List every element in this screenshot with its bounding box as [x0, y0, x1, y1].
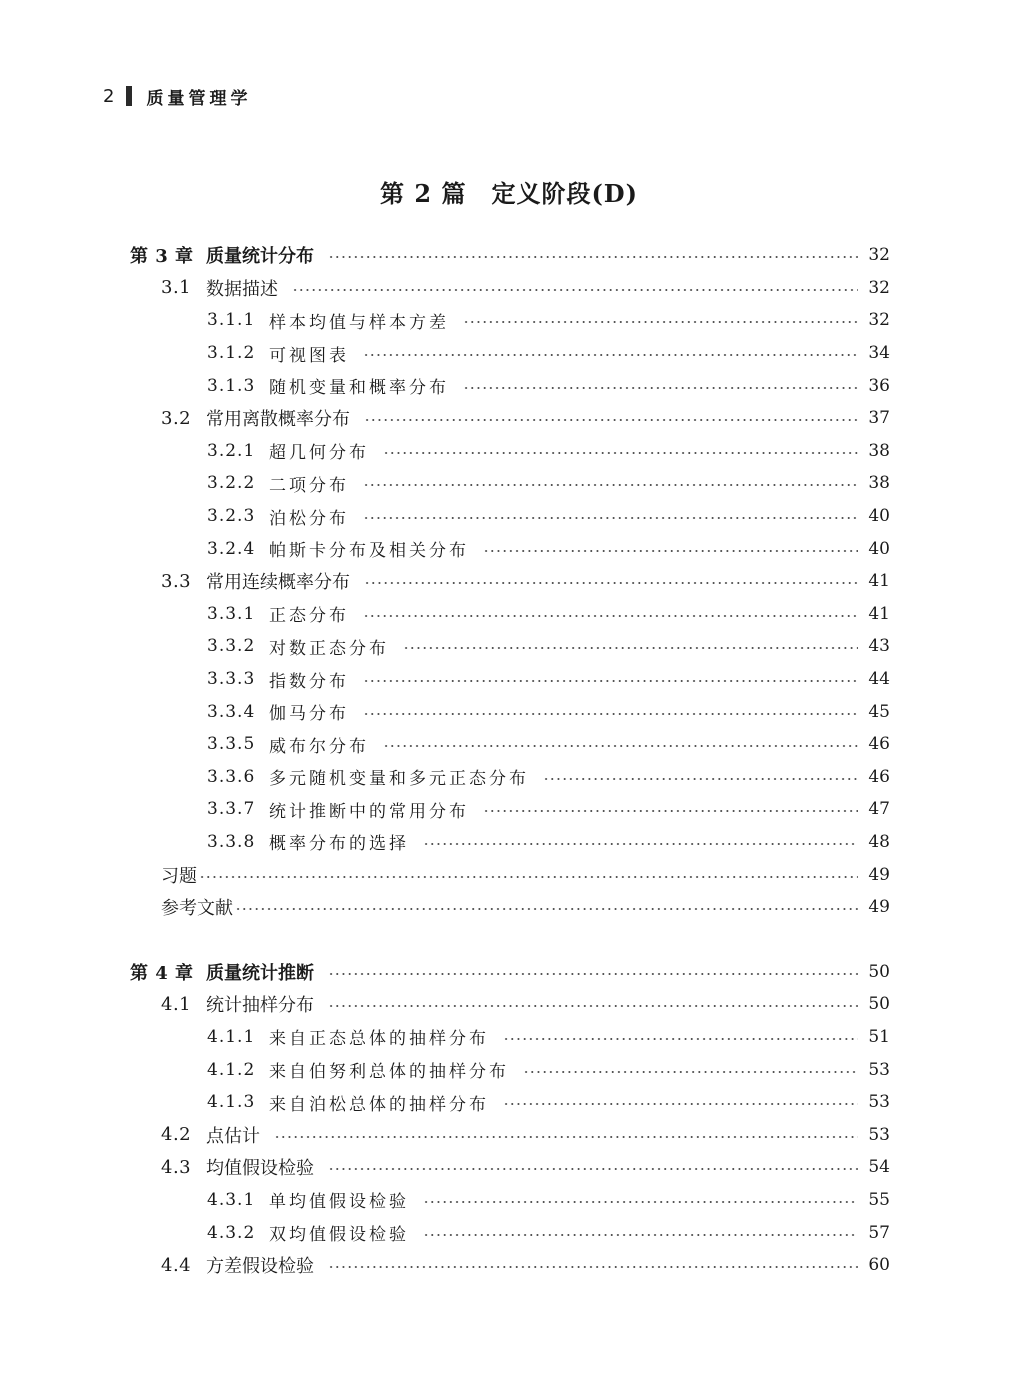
toc-entry-title: 帕斯卡分布及相关分布: [269, 541, 469, 562]
toc-entry-page-number: 41: [868, 571, 890, 592]
toc-entry-page-number: 38: [868, 440, 890, 461]
toc-entry-number: 4.3.2: [207, 1222, 256, 1243]
toc-entry-section[interactable]: [130, 1249, 890, 1282]
toc-entry-page-number: 46: [868, 734, 890, 755]
toc-entry-title: 多元随机变量和多元正态分布: [269, 769, 529, 790]
dot-leader: [363, 680, 858, 682]
toc-entry-section[interactable]: [130, 988, 890, 1021]
header-bar-divider: [126, 86, 132, 106]
toc-entry-title: 习题: [161, 865, 197, 887]
toc-entry-page-number: 37: [868, 408, 890, 429]
dot-leader: [363, 615, 858, 617]
dot-leader: [543, 778, 858, 780]
toc-entry-misc[interactable]: [130, 891, 890, 924]
toc-entry-page-number: 44: [868, 669, 890, 690]
toc-entry-subsection[interactable]: [130, 500, 890, 533]
toc-entry-number: 4.1.1: [207, 1026, 256, 1047]
toc-entry-section[interactable]: [130, 1151, 890, 1184]
toc-entry-page-number: 57: [868, 1222, 890, 1243]
dot-leader: [463, 387, 858, 389]
toc-entry-title: 二项分布: [269, 475, 349, 496]
dot-leader: [328, 256, 858, 258]
dot-leader: [364, 419, 858, 421]
toc-entry-title: 指数分布: [269, 671, 349, 692]
dot-leader: [483, 810, 858, 812]
toc-entry-subsection[interactable]: [130, 337, 890, 370]
toc-entry-page-number: 49: [868, 897, 890, 918]
toc-entry-number: 4.3: [161, 1156, 192, 1178]
toc-entry-number: 3.1: [161, 277, 192, 299]
dot-leader: [363, 354, 858, 356]
toc-entry-subsection[interactable]: [130, 1216, 890, 1249]
toc-entry-number: 3.3.6: [207, 766, 256, 787]
toc-entry-number: 3.3.2: [207, 636, 256, 657]
toc-entry-title: 方差假设检验: [206, 1256, 314, 1278]
toc-entry-number: 4.2: [161, 1124, 192, 1146]
toc-entry-title: 统计抽样分布: [206, 995, 314, 1017]
toc-entry-title: 样本均值与样本方差: [269, 312, 449, 333]
dot-leader: [503, 1103, 858, 1105]
dot-leader: [328, 1168, 858, 1170]
toc-entry-number: 4.3.1: [207, 1189, 256, 1210]
toc-entry-number: 3.2: [161, 407, 192, 429]
toc-entry-page-number: 34: [868, 343, 890, 364]
toc-entry-page-number: 60: [868, 1255, 890, 1276]
toc-entry-section[interactable]: [130, 1118, 890, 1151]
book-title: 质量管理学: [146, 88, 252, 109]
toc-entry-number: 第 3 章: [130, 246, 194, 268]
toc-entry-subsection[interactable]: [130, 467, 890, 500]
toc-entry-page-number: 54: [868, 1157, 890, 1178]
dot-leader: [403, 647, 858, 649]
toc-entry-page-number: 32: [868, 277, 890, 298]
toc-entry-section[interactable]: [130, 565, 890, 598]
toc-entry-title: 威布尔分布: [269, 736, 369, 757]
toc-entry-page-number: 47: [868, 799, 890, 820]
toc-entry-page-number: 49: [868, 864, 890, 885]
toc-entry-title: 来自正态总体的抽样分布: [269, 1029, 489, 1050]
toc-entry-number: 3.3.3: [207, 669, 256, 690]
dot-leader: [363, 517, 858, 519]
page-number: 2: [103, 85, 115, 107]
toc-entry-page-number: 50: [868, 994, 890, 1015]
toc-entry-page-number: 38: [868, 473, 890, 494]
toc-entry-title: 常用连续概率分布: [206, 572, 350, 594]
toc-entry-title: 质量统计推断: [206, 962, 314, 984]
toc-entry-number: 4.1.2: [207, 1059, 256, 1080]
dot-leader: [328, 973, 858, 975]
toc-entry-title: 参考文献: [161, 898, 233, 920]
toc-entry-title: 超几何分布: [269, 443, 369, 464]
toc-entry-title: 常用离散概率分布: [206, 409, 350, 431]
toc-entry-page-number: 45: [868, 701, 890, 722]
toc-entry-title: 正态分布: [269, 606, 349, 627]
toc-entry-title: 双均值假设检验: [269, 1225, 409, 1246]
toc-entry-number: 3.1.2: [207, 343, 256, 364]
toc-entry-misc[interactable]: [130, 858, 890, 891]
toc-entry-page-number: 55: [868, 1189, 890, 1210]
dot-leader: [363, 484, 858, 486]
dot-leader: [383, 745, 858, 747]
toc-entry-subsection[interactable]: [130, 630, 890, 663]
toc-entry-title: 数据描述: [206, 278, 278, 300]
toc-entry-page-number: 53: [868, 1124, 890, 1145]
toc-entry-number: 4.4: [161, 1254, 192, 1276]
toc-entry-subsection[interactable]: [130, 761, 890, 794]
dot-leader: [483, 550, 858, 552]
dot-leader: [463, 321, 858, 323]
toc-entry-number: 4.1.3: [207, 1092, 256, 1113]
toc-entry-number: 3.2.3: [207, 506, 256, 527]
dot-leader: [328, 1266, 858, 1268]
toc-entry-title: 均值假设检验: [206, 1158, 314, 1180]
toc-entry-title: 单均值假设检验: [269, 1192, 409, 1213]
dot-leader: [423, 843, 858, 845]
dot-leader: [328, 1005, 858, 1007]
dot-leader: [199, 876, 858, 878]
toc-entry-title: 可视图表: [269, 345, 349, 366]
toc-entry-subsection[interactable]: [130, 598, 890, 631]
toc-entry-number: 3.2.4: [207, 538, 256, 559]
toc-entry-subsection[interactable]: [130, 369, 890, 402]
toc-entry-page-number: 43: [868, 636, 890, 657]
dot-leader: [363, 713, 858, 715]
toc-entry-number: 第 4 章: [130, 962, 194, 984]
toc-entry-title: 伽马分布: [269, 704, 349, 725]
toc-entry-number: 3.3: [161, 570, 192, 592]
toc-entry-title: 统计推断中的常用分布: [269, 801, 469, 822]
dot-leader: [292, 289, 858, 291]
toc-entry-number: 3.3.1: [207, 603, 256, 624]
toc-entry-page-number: 40: [868, 538, 890, 559]
toc-entry-subsection[interactable]: [130, 663, 890, 696]
toc-entry-chapter[interactable]: [130, 955, 890, 988]
dot-leader: [235, 908, 858, 910]
toc-entry-subsection[interactable]: [130, 1053, 890, 1086]
toc-entry-page-number: 40: [868, 506, 890, 527]
toc-entry-page-number: 50: [868, 961, 890, 982]
toc-entry-subsection[interactable]: [130, 826, 890, 859]
toc-entry-subsection[interactable]: [130, 793, 890, 826]
toc-entry-number: 3.1.1: [207, 310, 256, 331]
toc-entry-number: 4.1: [161, 993, 192, 1015]
dot-leader: [423, 1201, 858, 1203]
toc-entry-subsection[interactable]: [130, 695, 890, 728]
toc-entry-subsection[interactable]: [130, 1184, 890, 1217]
toc-entry-section[interactable]: [130, 272, 890, 305]
toc-entry-number: 3.3.7: [207, 799, 256, 820]
dot-leader: [274, 1136, 858, 1138]
toc-entry-number: 3.3.5: [207, 734, 256, 755]
toc-entry-title: 点估计: [206, 1125, 260, 1147]
toc-entry-number: 3.1.3: [207, 375, 256, 396]
toc-entry-title: 来自泊松总体的抽样分布: [269, 1094, 489, 1115]
toc-entry-subsection[interactable]: [130, 1086, 890, 1119]
toc-entry-title: 随机变量和概率分布: [269, 378, 449, 399]
toc-entry-number: 3.3.8: [207, 831, 256, 852]
toc-entry-page-number: 46: [868, 766, 890, 787]
toc-entry-page-number: 36: [868, 375, 890, 396]
toc-entry-page-number: 51: [868, 1026, 890, 1047]
toc-entry-page-number: 41: [868, 603, 890, 624]
dot-leader: [523, 1071, 858, 1073]
toc-entry-subsection[interactable]: [130, 435, 890, 468]
toc-entry-title: 对数正态分布: [269, 638, 389, 659]
toc-entry-number: 3.2.1: [207, 440, 256, 461]
toc-entry-subsection[interactable]: [130, 532, 890, 565]
toc-entry-page-number: 32: [868, 310, 890, 331]
table-of-contents: [130, 239, 890, 1281]
toc-entry-page-number: 53: [868, 1059, 890, 1080]
dot-leader: [383, 452, 858, 454]
toc-entry-subsection[interactable]: [130, 1021, 890, 1054]
toc-entry-title: 来自伯努利总体的抽样分布: [269, 1062, 509, 1083]
running-header: [103, 84, 251, 108]
toc-entry-subsection[interactable]: [130, 304, 890, 337]
toc-entry-page-number: 48: [868, 831, 890, 852]
toc-entry-title: 质量统计分布: [206, 246, 314, 268]
dot-leader: [364, 582, 858, 584]
toc-entry-subsection[interactable]: [130, 728, 890, 761]
toc-entry-title: 概率分布的选择: [269, 834, 409, 855]
dot-leader: [423, 1234, 858, 1236]
toc-entry-section[interactable]: [130, 402, 890, 435]
toc-entry-chapter[interactable]: [130, 239, 890, 272]
dot-leader: [503, 1038, 858, 1040]
part-title: 第 2 篇 定义阶段(D): [380, 179, 638, 208]
toc-entry-number: 3.3.4: [207, 701, 256, 722]
toc-entry-number: 3.2.2: [207, 473, 256, 494]
toc-entry-page-number: 32: [868, 245, 890, 266]
toc-entry-title: 泊松分布: [269, 508, 349, 529]
toc-entry-page-number: 53: [868, 1092, 890, 1113]
